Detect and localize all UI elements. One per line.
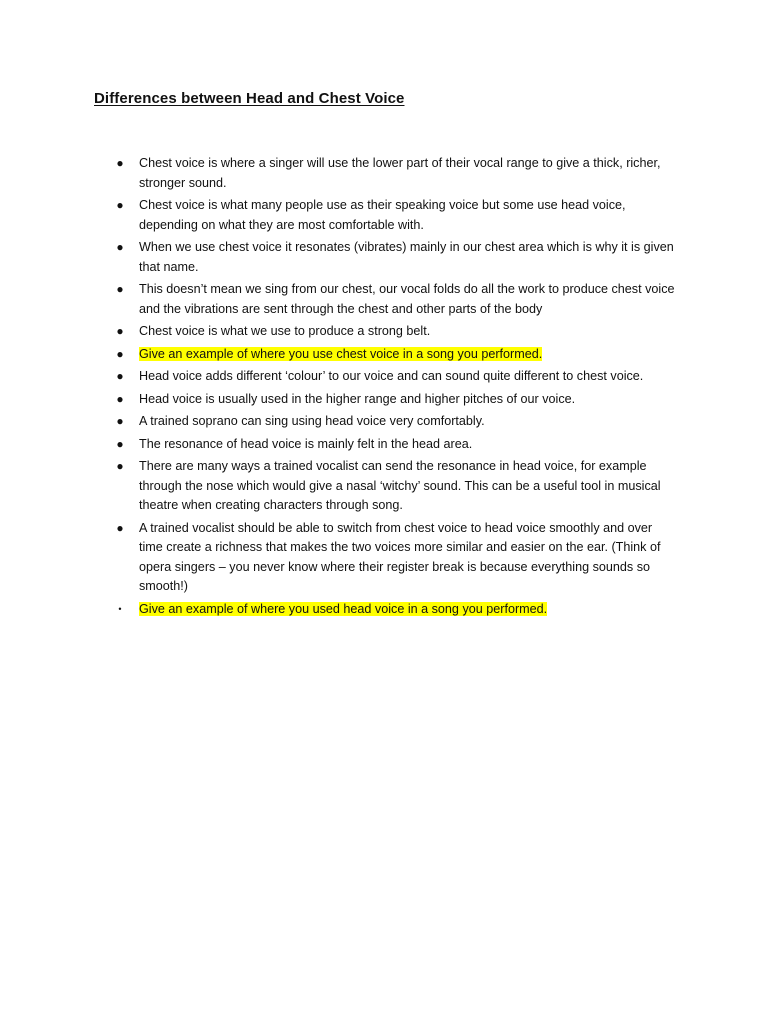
bullet-text: Head voice adds different ‘colour’ to our voice and can sound quite different to chest voice.	[139, 369, 644, 383]
list-item	[0, 280, 679, 319]
list-item	[0, 367, 679, 387]
bullet-marker: ●	[116, 198, 124, 212]
highlighted-bullet-text: Give an example of where you use chest voice in a song you performed.	[139, 346, 543, 361]
bullet-marker: ●	[116, 156, 124, 170]
bullet-marker: ●	[116, 520, 124, 535]
list-item	[0, 435, 679, 455]
bullet-marker: ●	[116, 282, 124, 296]
list-item	[0, 154, 679, 193]
list-item	[0, 519, 679, 597]
list-item	[0, 322, 679, 342]
bullet-marker: ●	[116, 414, 124, 428]
list-item	[0, 390, 679, 410]
list-item	[0, 345, 679, 365]
list-item	[0, 196, 679, 235]
bullet-text: This doesn’t mean we sing from our chest, our vocal folds do all the work to produce chest voice and the vibrations are sent through the chest and other parts of the body	[139, 282, 675, 316]
document-title: Differences between Head and Chest Voice	[94, 90, 405, 107]
bullet-marker: ●	[116, 391, 124, 406]
bullet-text: Chest voice is what many people use as their speaking voice but some use head voice, depending on what they are most comfortable with.	[139, 198, 626, 232]
list-item	[0, 238, 679, 277]
bullet-text: Head voice is usually used in the higher range and higher pitches of our voice.	[139, 391, 576, 406]
list-item	[0, 600, 679, 620]
bullet-list	[0, 154, 768, 622]
bullet-marker: ●	[116, 459, 124, 473]
bullet-text: There are many ways a trained vocalist can send the resonance in head voice, for example through the nose which would give a nasal ‘witchy’ sound. This can be a useful tool in musical theatre when creating characters through song.	[139, 459, 661, 512]
bullet-text: The resonance of head voice is mainly felt in the head area.	[139, 436, 473, 451]
bullet-marker: ●	[116, 346, 124, 361]
list-item	[0, 457, 679, 516]
bullet-text: Chest voice is where a singer will use the lower part of their vocal range to give a thick, richer, stronger sound.	[139, 156, 661, 190]
bullet-marker: ●	[116, 436, 124, 451]
bullet-marker: ●	[116, 369, 124, 383]
bullet-marker: •	[118, 603, 122, 614]
bullet-text: A trained vocalist should be able to switch from chest voice to head voice smoothly and over time create a richness that makes the two voices more similar and easier on the ear. (Think of opera singers – you never know where their register break is because everything sounds so smooth!)	[139, 520, 661, 593]
bullet-text: A trained soprano can sing using head voice very comfortably.	[139, 414, 485, 428]
highlighted-bullet-text: Give an example of where you used head voice in a song you performed.	[139, 601, 548, 616]
bullet-marker: ●	[116, 324, 124, 338]
bullet-marker: ●	[116, 240, 124, 254]
bullet-text: Chest voice is what we use to produce a strong belt.	[139, 324, 431, 338]
list-item	[0, 412, 679, 432]
bullet-text: When we use chest voice it resonates (vibrates) mainly in our chest area which is why it is given that name.	[139, 240, 674, 274]
